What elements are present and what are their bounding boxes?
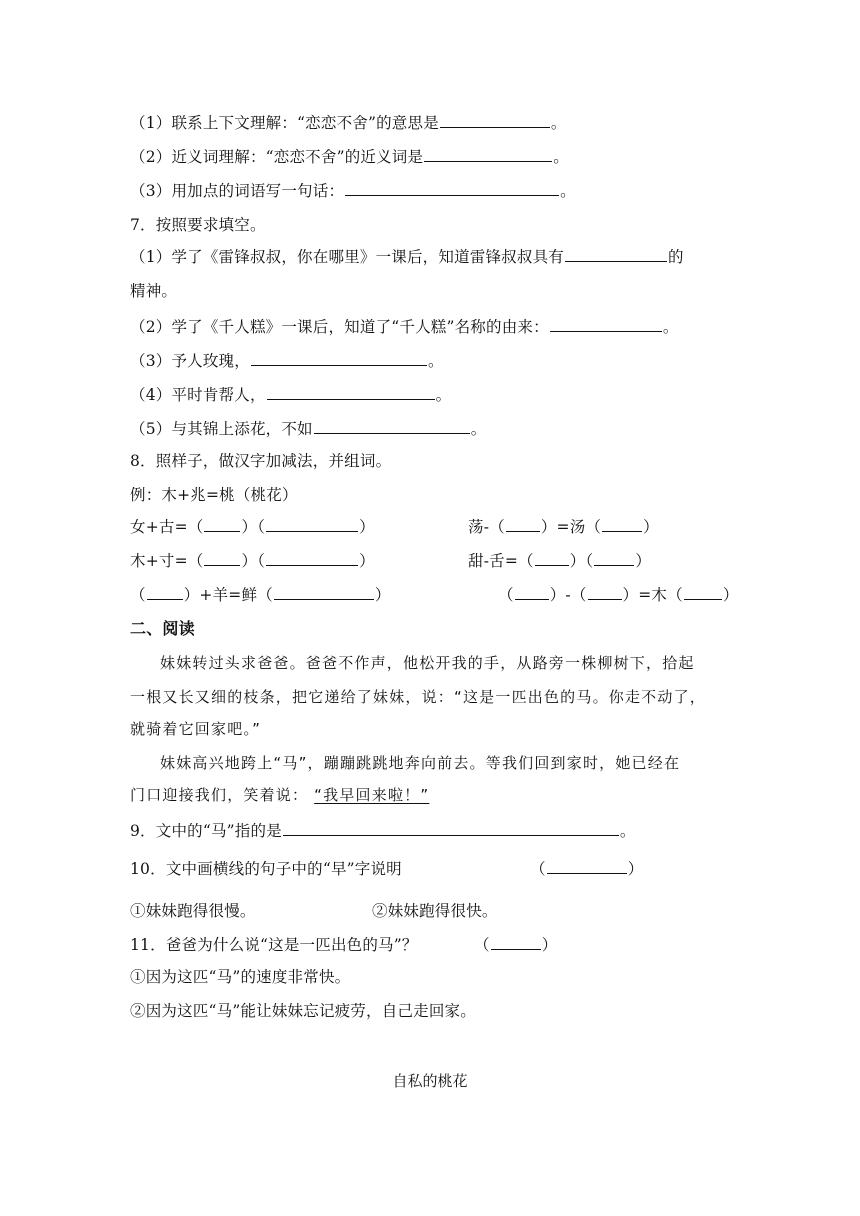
q7-item-1-text: （1）学了《雷锋叔叔，你在哪里》一课后，知道雷锋叔叔具有 bbox=[130, 248, 564, 266]
q7-item-5 bbox=[130, 418, 486, 440]
q11-blank[interactable] bbox=[491, 934, 541, 950]
q8-r2-left-blank-char[interactable] bbox=[204, 550, 240, 566]
q7-item-4 bbox=[130, 384, 451, 406]
q8-r1-left-close: ） bbox=[359, 518, 375, 536]
q7-item-2 bbox=[130, 316, 679, 338]
q8-r1-right-close: ） bbox=[643, 518, 659, 536]
q8-row-2-left bbox=[130, 550, 375, 572]
section-reading-title: 二、阅读 bbox=[130, 619, 195, 638]
q11 bbox=[130, 934, 418, 956]
q7-item-2-end: 。 bbox=[662, 318, 679, 336]
q7-item-5-end: 。 bbox=[470, 420, 487, 438]
q8-r3-right-blank-word[interactable] bbox=[684, 584, 722, 600]
q7-item-3-end: 。 bbox=[427, 352, 444, 370]
q8-r1-left-blank-word[interactable] bbox=[266, 516, 358, 532]
passage-p1-line-1: 妹妹转过头求爸爸。爸爸不作声，他松开我的手，从路旁一株柳树下，拾起 bbox=[160, 654, 695, 672]
q8-r2-right-text: 甜-舌=（ bbox=[468, 552, 534, 570]
q8-r1-right-mid: ）=汤（ bbox=[540, 518, 602, 536]
passage-p1-line-2: 一根又长又细的枝条，把它递给了妹妹，说：“这是一匹出色的马。你走不动了， bbox=[130, 688, 706, 706]
q8-r2-left-mid: ）（ bbox=[241, 552, 266, 570]
q6-item-3-text: （3）用加点的词语写一句话： bbox=[130, 182, 345, 200]
q7-item-2-blank[interactable] bbox=[550, 316, 662, 332]
q7-item-4-blank[interactable] bbox=[267, 384, 435, 400]
q7-item-3-blank[interactable] bbox=[251, 350, 427, 366]
q8-row-1-left bbox=[130, 516, 375, 538]
q9-end: 。 bbox=[619, 822, 636, 840]
q8-r3-right-blank-1[interactable] bbox=[515, 584, 549, 600]
q8-row-3-left bbox=[130, 584, 391, 606]
q7-item-5-blank[interactable] bbox=[314, 418, 470, 434]
passage-p2-line-2 bbox=[130, 784, 429, 806]
q8-row-1-right bbox=[468, 516, 659, 538]
q6-item-1 bbox=[130, 112, 567, 134]
q7-item-1-blank[interactable] bbox=[565, 246, 667, 262]
q6-item-2-text: （2）近义词理解：“恋恋不舍”的近义词是 bbox=[130, 148, 424, 166]
q10-paren-open: （ bbox=[530, 860, 546, 878]
q8-r3-left-open: （ bbox=[130, 586, 146, 604]
q8-r2-right-close: ） bbox=[635, 552, 652, 570]
q8-r3-right-mid: ）=木（ bbox=[622, 586, 683, 604]
q9-text: 9．文中的“马”指的是 bbox=[130, 822, 282, 840]
q8-row-2-right bbox=[468, 550, 651, 572]
underlined-quote: “我早回来啦！” bbox=[314, 786, 430, 804]
q8-r3-left-blank-word[interactable] bbox=[274, 584, 374, 600]
q10-blank[interactable] bbox=[547, 858, 627, 874]
q8-r3-right-minus: ）-（ bbox=[549, 586, 587, 604]
q7-item-1-cont: 精神。 bbox=[130, 282, 178, 300]
q7-item-1 bbox=[130, 246, 684, 268]
q8-r2-right-mid: ）（ bbox=[569, 552, 594, 570]
q10-answer bbox=[530, 858, 643, 880]
q11-option-1: ①因为这匹“马”的速度非常快。 bbox=[130, 968, 351, 986]
q8-r1-right-blank-char[interactable] bbox=[506, 516, 540, 532]
q8-r3-right-close: ） bbox=[722, 586, 739, 604]
q10-option-1: ①妹妹跑得很慢。 bbox=[130, 902, 256, 920]
q7-item-5-text: （5）与其锦上添花，不如 bbox=[130, 420, 313, 438]
q7-item-4-text: （4）平时肯帮人， bbox=[130, 386, 266, 404]
q11-paren-open: （ bbox=[474, 936, 490, 954]
q8-r3-left-close: ） bbox=[374, 586, 391, 604]
passage-p1-line-3: 就骑着它回家吧。” bbox=[130, 720, 262, 738]
next-passage-title: 自私的桃花 bbox=[392, 1072, 468, 1090]
q7-item-3-text: （3）予人玫瑰， bbox=[130, 352, 250, 370]
q8-r1-left-mid: ）（ bbox=[241, 518, 266, 536]
q8-r3-right-open: （ bbox=[498, 586, 514, 604]
q7-item-3 bbox=[130, 350, 444, 372]
q6-item-1-blank[interactable] bbox=[440, 112, 550, 128]
q9-blank[interactable] bbox=[283, 820, 619, 836]
q6-item-2-end: 。 bbox=[553, 148, 569, 166]
q10-paren-close: ） bbox=[627, 860, 644, 878]
q8-heading: 8．照样子，做汉字加减法，并组词。 bbox=[130, 452, 392, 470]
q11-paren-close: ） bbox=[541, 936, 558, 954]
q8-r3-left-blank-char[interactable] bbox=[147, 584, 183, 600]
q8-r2-right-blank-char[interactable] bbox=[535, 550, 569, 566]
q8-r1-right-blank-word[interactable] bbox=[602, 516, 642, 532]
q10-option-2: ②妹妹跑得很快。 bbox=[372, 902, 498, 920]
q6-item-3-blank[interactable] bbox=[345, 180, 559, 196]
q6-item-1-end: 。 bbox=[550, 114, 567, 132]
q6-item-2-blank[interactable] bbox=[424, 146, 552, 162]
q8-r3-left-mid: ）+羊=鲜（ bbox=[183, 586, 273, 604]
q11-answer bbox=[474, 934, 557, 956]
q6-item-3 bbox=[130, 180, 576, 202]
q7-item-4-end: 。 bbox=[435, 386, 452, 404]
q8-example: 例：木+兆=桃（桃花） bbox=[130, 486, 298, 504]
q10 bbox=[130, 858, 402, 880]
q8-r1-left-blank-char[interactable] bbox=[204, 516, 240, 532]
passage-p2-line-1: 妹妹高兴地跨上“马”，蹦蹦跳跳地奔向前去。等我们回到家时，她已经在 bbox=[160, 754, 681, 772]
q8-r2-left-blank-word[interactable] bbox=[266, 550, 358, 566]
q6-item-3-end: 。 bbox=[560, 182, 576, 200]
q7-item-1-suffix: 的 bbox=[667, 248, 684, 266]
q8-r1-left-text: 女+古=（ bbox=[130, 518, 204, 536]
q8-r2-left-text: 木+寸=（ bbox=[130, 552, 204, 570]
q8-r1-right-text: 荡-（ bbox=[468, 518, 505, 536]
q6-item-2 bbox=[130, 146, 569, 168]
q11-option-2: ②因为这匹“马”能让妹妹忘记疲劳，自己走回家。 bbox=[130, 1002, 476, 1020]
q11-text: 11．爸爸为什么说“这是一匹出色的马”？ bbox=[130, 936, 418, 954]
q8-r3-right-blank-2[interactable] bbox=[588, 584, 622, 600]
q8-row-3-right bbox=[498, 584, 739, 606]
q7-heading: 7．按照要求填空。 bbox=[130, 216, 266, 234]
q6-item-1-text: （1）联系上下文理解：“恋恋不舍”的意思是 bbox=[130, 114, 439, 132]
passage-p2-line-2-text: 门口迎接我们，笑着说： bbox=[130, 786, 309, 804]
q8-r2-left-close: ） bbox=[359, 552, 375, 570]
q7-item-2-text: （2）学了《千人糕》一课后，知道了“千人糕”名称的由来： bbox=[130, 318, 549, 336]
q10-text: 10．文中画横线的句子中的“早”字说明 bbox=[130, 860, 402, 878]
q9 bbox=[130, 820, 636, 842]
q8-r2-right-blank-word[interactable] bbox=[594, 550, 634, 566]
